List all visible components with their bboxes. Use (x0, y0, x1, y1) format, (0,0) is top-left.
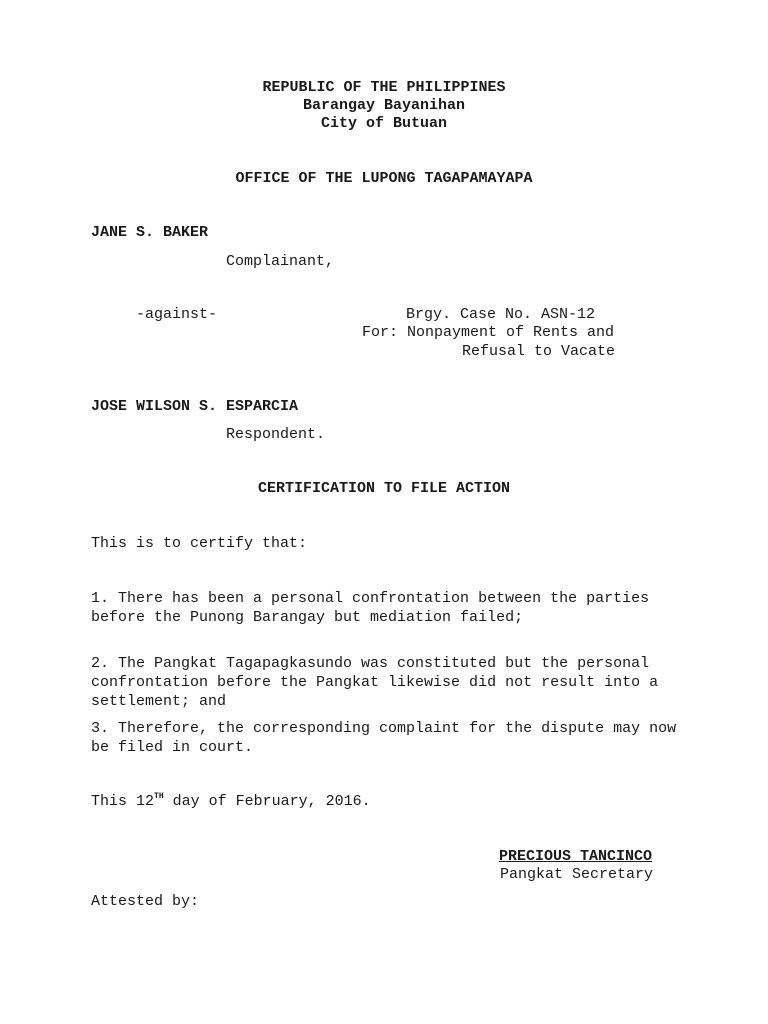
date-rest: day of February, 2016. (163, 793, 371, 810)
respondent-role: Respondent. (226, 426, 326, 443)
case-for-line2: Refusal to Vacate (462, 343, 616, 360)
attested-label: Attested by: (91, 893, 200, 910)
item-1: 1. There has been a personal confrontation between the parties before the Punong Barangay but mediation failed; (91, 590, 650, 626)
certification-title: CERTIFICATION TO FILE ACTION (257, 480, 511, 497)
date-ordinal-suffix: TH (154, 792, 164, 801)
date-line (91, 792, 371, 811)
header-city: City of Butuan (320, 115, 448, 132)
complainant-name: JANE S. BAKER (91, 224, 209, 241)
signatory-name: PRECIOUS TANCINCO (499, 848, 653, 865)
item-2: 2. The Pangkat Tagapagkasundo was constituted but the personal confrontation before the Pangkat likewise did not result into a settlement; and (91, 655, 659, 710)
intro-text: This is to certify that: (91, 535, 308, 552)
item-3: 3. Therefore, the corresponding complaint for the dispute may now be filed in court. (91, 720, 677, 756)
signatory-title: Pangkat Secretary (500, 866, 654, 883)
complainant-role: Complainant, (226, 253, 335, 270)
header-barangay: Barangay Bayanihan (302, 97, 466, 114)
case-number: Brgy. Case No. ASN-12 (406, 306, 596, 323)
respondent-name: JOSE WILSON S. ESPARCIA (91, 398, 299, 415)
case-for-line1: For: Nonpayment of Rents and (362, 324, 615, 341)
date-prefix: This 12 (91, 793, 155, 810)
office-title: OFFICE OF THE LUPONG TAGAPAMAYAPA (235, 170, 533, 187)
header-republic: REPUBLIC OF THE PHILIPPINES (262, 79, 506, 96)
against-label: -against- (136, 306, 218, 323)
